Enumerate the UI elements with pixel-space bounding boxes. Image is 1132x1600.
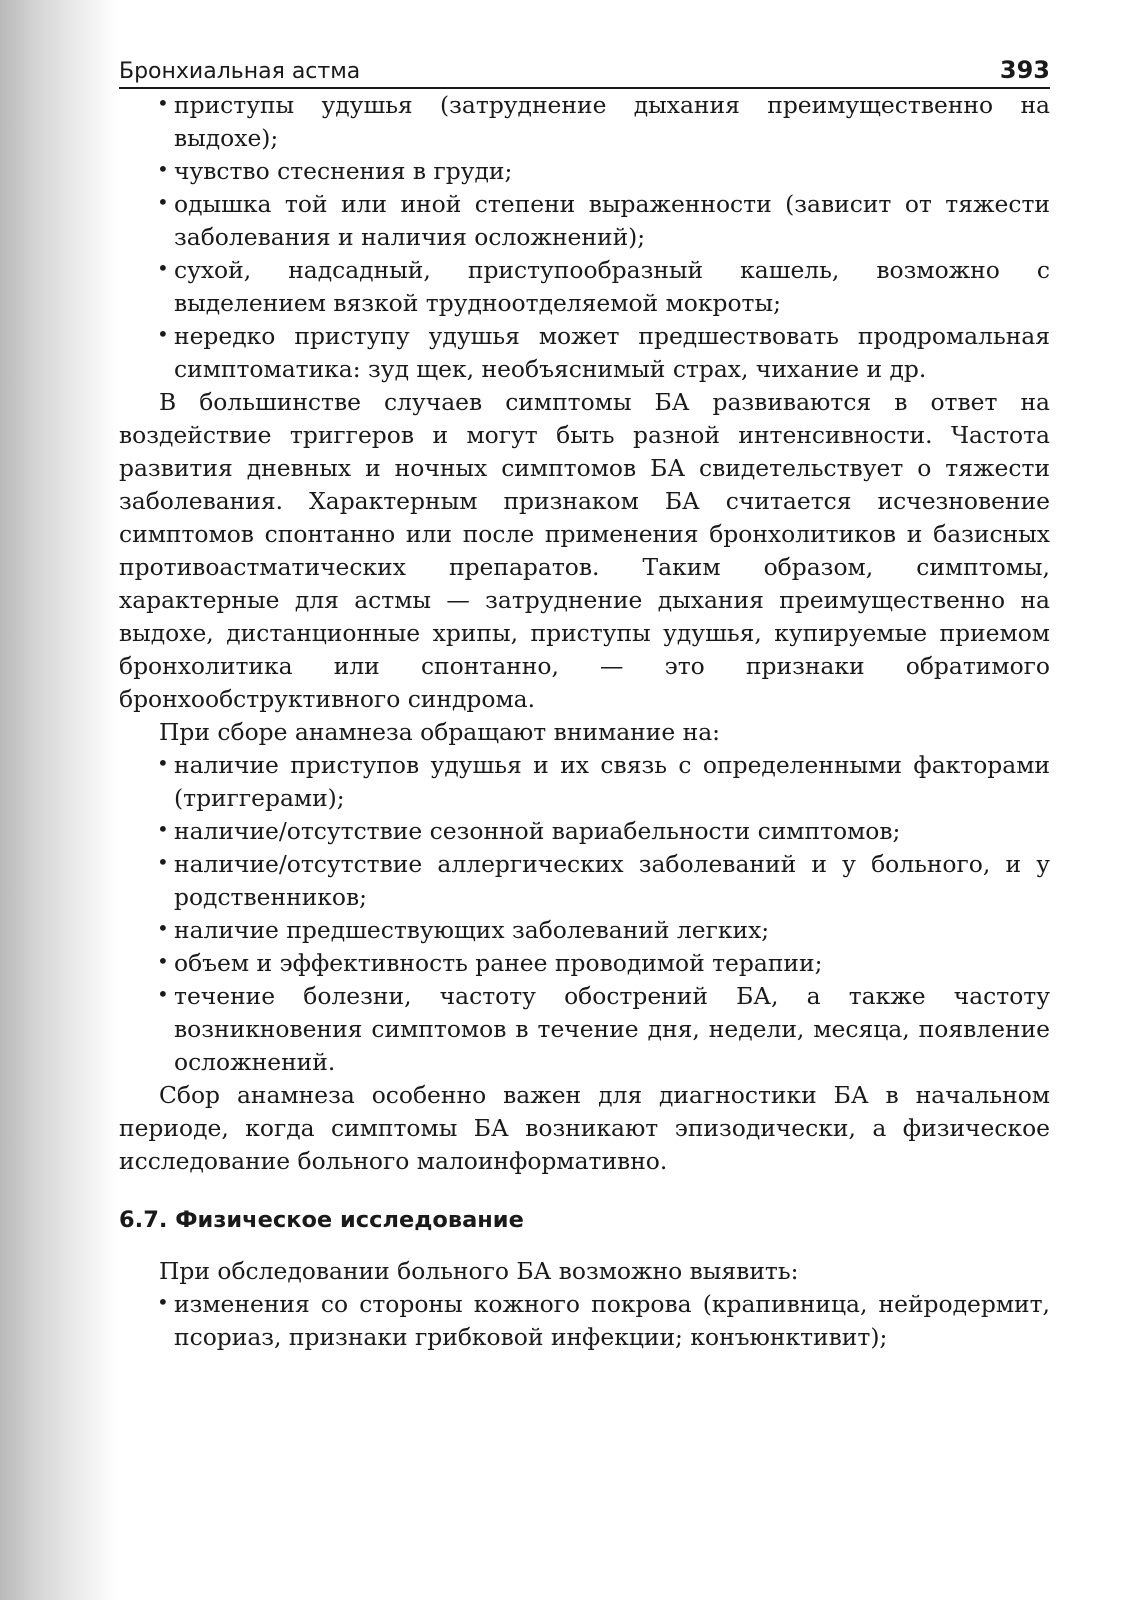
paragraph-anamnesis-importance: Сбор анамнеза особенно важен для диагностики БА в начальном периоде, когда симптомы БА возникают эпизодически, а физическое исследование больного малоинформативно. [119, 1081, 1050, 1175]
list-item: • сухой, надсадный, приступообразный кашель, возможно с выделением вязкой трудноотделяемой мокроты; [119, 254, 1050, 320]
exam-list [119, 1288, 1050, 1354]
list-item: • изменения со стороны кожного покрова (крапивница, нейродермит, псориаз, признаки грибковой инфекции; конъюнктивит); [119, 1288, 1050, 1354]
page-gutter-shadow [0, 0, 118, 1600]
symptoms-list [119, 89, 1050, 386]
anamnesis-list [119, 749, 1050, 1079]
paragraph-symptoms: В большинстве случаев симптомы БА развиваются в ответ на воздействие триггеров и могут быть разной интенсивности. Частота развития дневных и ночных симптомов БА свидетельствует о тяжести заболевания. Характерным признаком БА считается исчезновение симптомов спонтанно или после применения бронхолитиков и базисных противоастматических препаратов. Таким образом, симптомы, характерные для астмы — затруднение дыхания преимущественно на выдохе, дистанционные хрипы, приступы удушья, купируемые приемом бронхолитика или спонтанно, — это признаки обратимого бронхообструктивного синдрома. [119, 388, 1050, 713]
running-header [119, 56, 1050, 89]
book-page [119, 56, 1050, 1354]
list-item: • нередко приступу удушья может предшествовать продромальная симптоматика: зуд щек, необъяснимый страх, чихание и др. [119, 320, 1050, 386]
list-item: • течение болезни, частоту обострений БА, а также частоту возникновения симптомов в течение дня, недели, месяца, появление осложнений. [119, 980, 1050, 1079]
running-title: Бронхиальная астма [119, 59, 361, 84]
list-item: • чувство стеснения в груди; [119, 155, 1050, 188]
list-item: • приступы удушья (затруднение дыхания преимущественно на выдохе); [119, 89, 1050, 155]
list-item: • наличие приступов удушья и их связь с определенными факторами (триггерами); [119, 749, 1050, 815]
paragraph-anamnesis-intro: При сборе анамнеза обращают внимание на: [159, 718, 721, 746]
paragraph-exam-intro: При обследовании больного БА возможно выявить: [159, 1257, 799, 1285]
page-body [119, 89, 1050, 1354]
list-item: • наличие/отсутствие сезонной вариабельности симптомов; [119, 815, 1050, 848]
list-item: • наличие предшествующих заболеваний легких; [119, 914, 1050, 947]
list-item: • одышка той или иной степени выраженности (зависит от тяжести заболевания и наличия осложнений); [119, 188, 1050, 254]
page-number: 393 [999, 56, 1050, 84]
section-heading: 6.7. Физическое исследование [119, 1207, 524, 1233]
list-item: • наличие/отсутствие аллергических заболеваний и у больного, и у родственников; [119, 848, 1050, 914]
list-item: • объем и эффективность ранее проводимой терапии; [119, 947, 1050, 980]
